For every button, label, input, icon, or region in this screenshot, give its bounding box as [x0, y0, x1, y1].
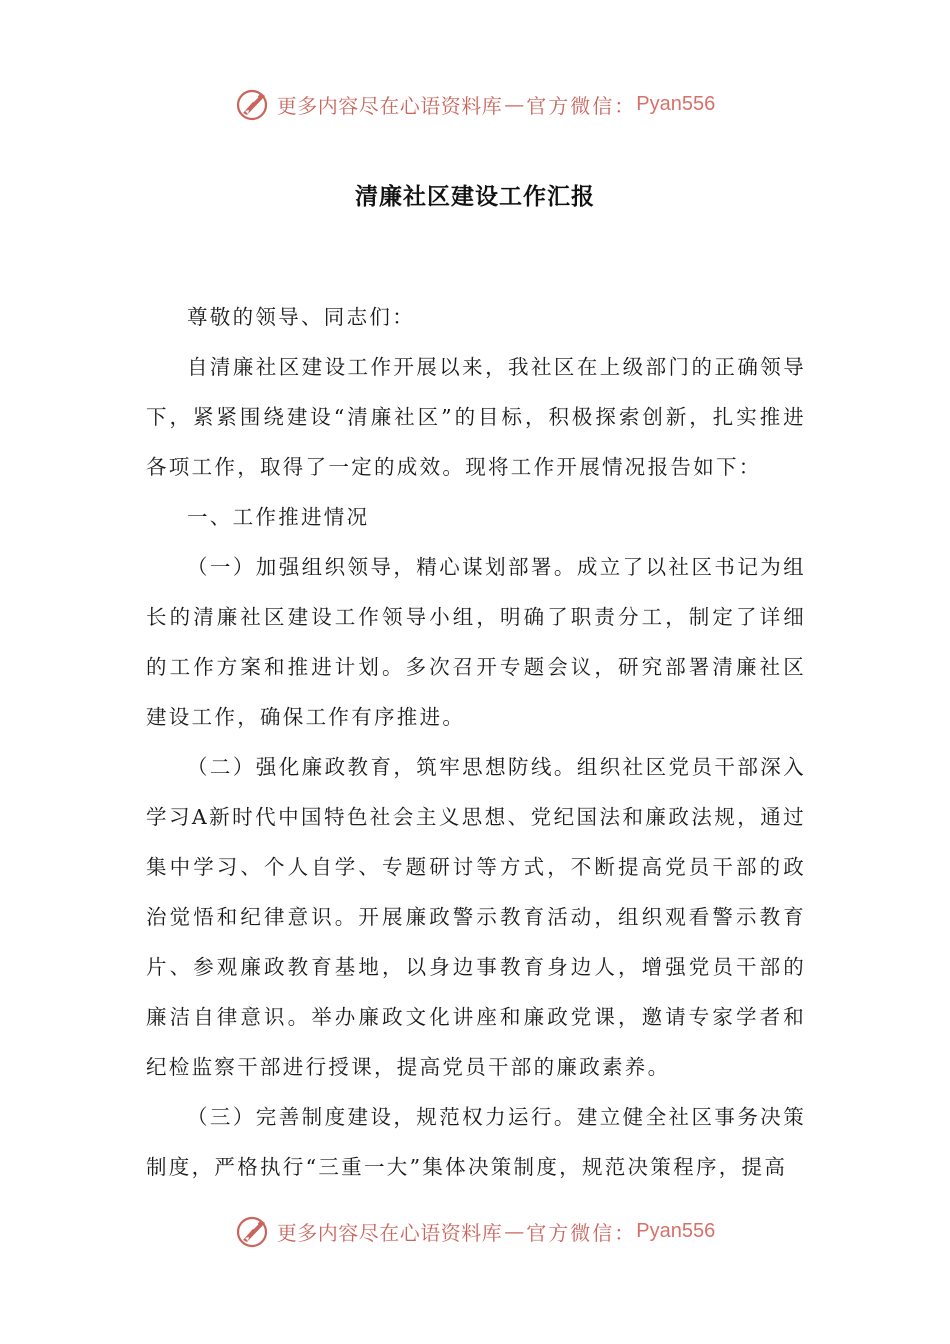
footer-watermark-banner: [0, 1211, 950, 1251]
banner-text: 更多内容尽在心语资料库: [276, 93, 503, 118]
paragraph-item-1: （一）加强组织领导，精心谋划部署。成立了以社区书记为组长的清廉社区建设工作领导小组，明确了职责分工，制定了详细的工作方案和推进计划。多次召开专题会议，研究部署清廉社区建设工作，确保工作有序推进。: [146, 555, 806, 729]
intro-paragraph: 自清廉社区建设工作开展以来，我社区在上级部门的正确领导下，紧紧围绕建设“清廉社区”的目标，积极探索创新，扎实推进各项工作，取得了一定的成效。现将工作开展情况报告如下：: [146, 355, 806, 479]
header-watermark-banner: [0, 84, 950, 124]
banner-separator: —: [504, 92, 525, 116]
banner-text: 更多内容尽在心语资料库: [276, 1220, 503, 1245]
banner-separator: —: [504, 1219, 525, 1243]
banner-wechat-label: 官方微信：: [526, 93, 637, 118]
banner-wechat-id: Pyan556: [636, 92, 716, 115]
section-heading: 一、工作推进情况: [187, 505, 370, 529]
document-title: 清廉社区建设工作汇报: [355, 183, 595, 210]
paragraph-item-3: （三）完善制度建设，规范权力运行。建立健全社区事务决策制度，严格执行“三重一大”集体决策制度，规范决策程序，提高: [146, 1105, 806, 1179]
quill-logo-icon: [235, 1213, 271, 1249]
document-body: [146, 292, 806, 1192]
banner-wechat-label: 官方微信：: [526, 1220, 637, 1245]
banner-wechat-id: Pyan556: [636, 1219, 716, 1242]
paragraph-item-2: （二）强化廉政教育，筑牢思想防线。组织社区党员干部深入学习A新时代中国特色社会主义思想、党纪国法和廉政法规，通过集中学习、个人自学、专题研讨等方式，不断提高党员干部的政治觉悟和纪律意识。开展廉政警示教育活动，组织观看警示教育片、参观廉政教育基地，以身边事教育身边人，增强党员干部的廉洁自律意识。举办廉政文化讲座和廉政党课，邀请专家学者和纪检监察干部进行授课，提高党员干部的廉政素养。: [146, 755, 806, 1079]
salutation: 尊敬的领导、同志们：: [187, 305, 415, 329]
quill-logo-icon: [235, 86, 271, 122]
